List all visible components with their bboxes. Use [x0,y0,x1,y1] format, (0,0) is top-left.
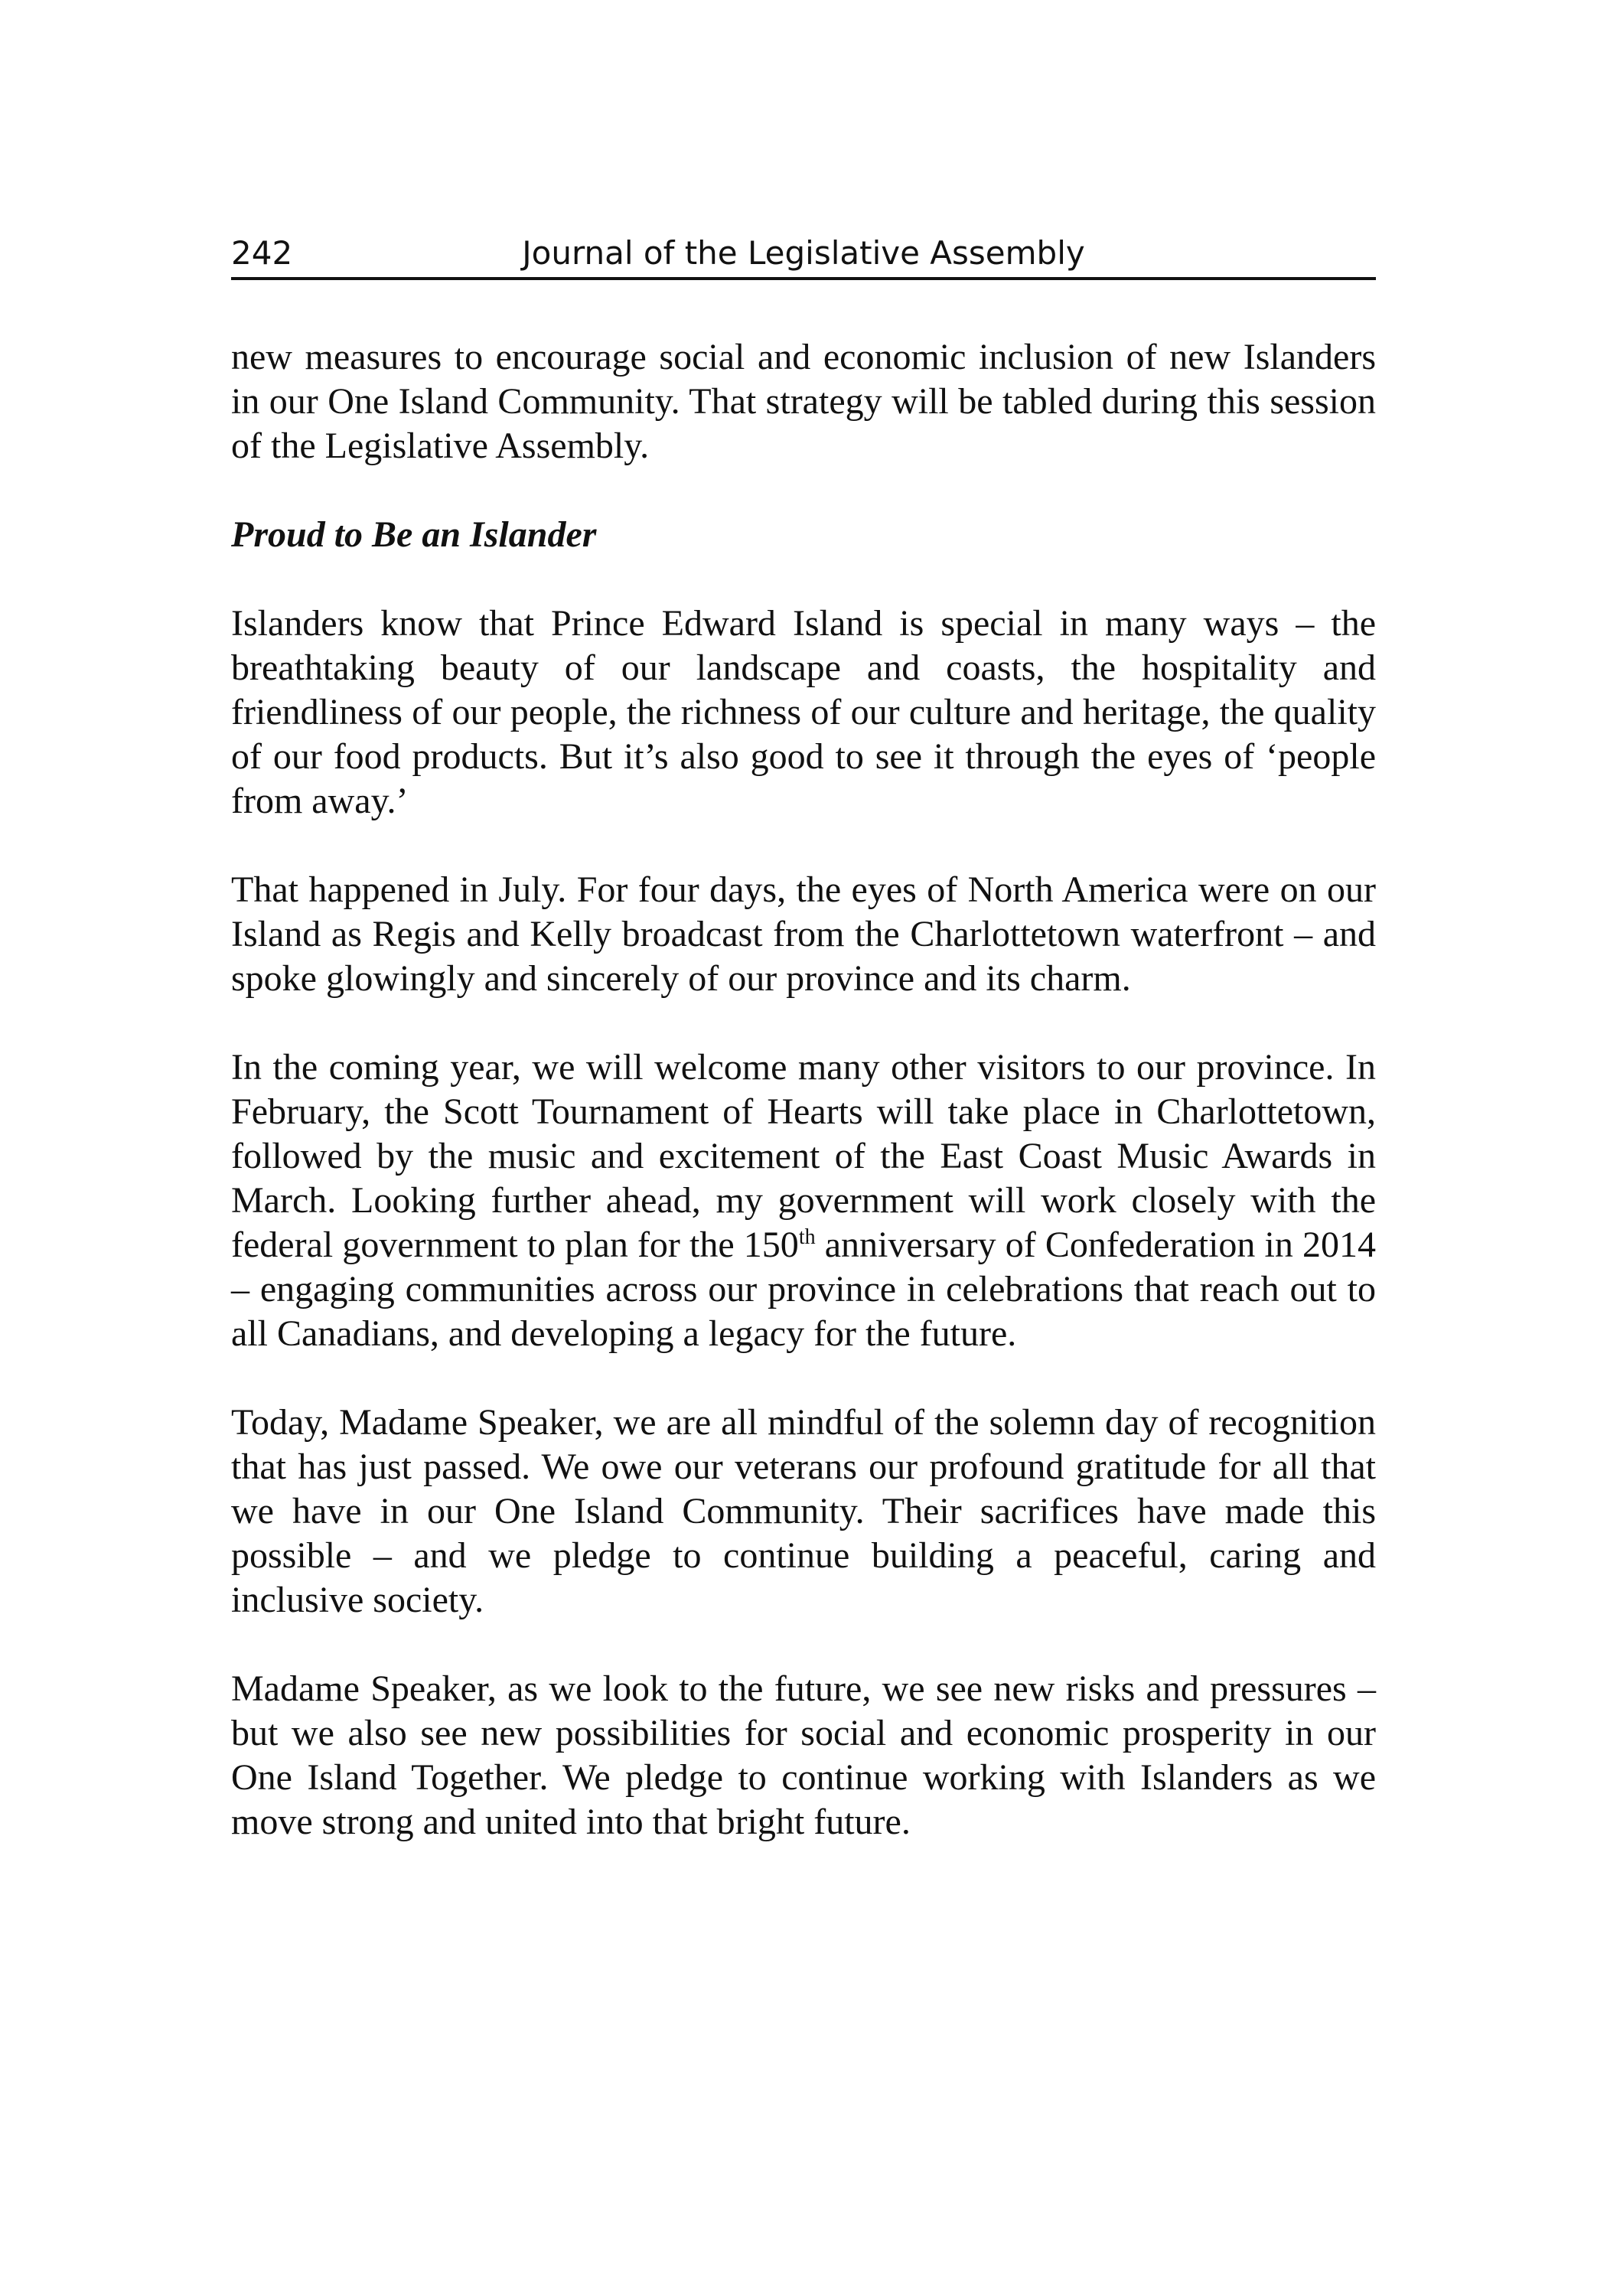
running-header [231,230,1376,280]
journal-title: Journal of the Legislative Assembly [522,234,1085,272]
paragraph-island-special: Islanders know that Prince Edward Island is special in many ways – the breathtaking beauty of our landscape and coasts, the hospitality and friendliness of our people, the richness of our culture and heritage, the quality of our food products. But it’s also good to see it through the eyes of ‘people from away.’ [231,603,1376,821]
coming-year-text-start: In the coming year, we will welcome many other visitors to our province. In February, the Scott Tournament of Hearts will take place in Charlottetown, followed by the music and excitement of the East Coast Music Awards in March. Looking further ahead, my government will work closely with the federal government to plan for the 150 [231,1047,1376,1265]
paragraph-veterans: Today, Madame Speaker, we are all mindful of the solemn day of recognition that has just passed. We owe our veterans our profound gratitude for all that we have in our One Island Community. Their sacrifices have made this possible – and we pledge to continue building a peaceful, caring and inclusive society. [231,1402,1376,1620]
paragraph-inclusion-strategy: new measures to encourage social and economic inclusion of new Islanders in our One Island Community. That strategy will be tabled during this session of the Legislative Assembly. [231,337,1376,466]
section-heading: Proud to Be an Islander [231,514,597,555]
ordinal-superscript: th [798,1225,816,1249]
paragraph-future: Madame Speaker, as we look to the future, we see new risks and pressures – but we also see new possibilities for social and economic prosperity in our One Island Together. We pledge to continue working with Islanders as we move strong and united into that bright future. [231,1668,1376,1842]
coming-year-text-end: anniversary of Confederation in 2014 – engaging communities across our province in celebrations that reach out to all Canadians, and developing a legacy for the future. [231,1225,1376,1354]
paragraph-coming-year [231,1045,1376,1356]
page-number: 242 [231,234,293,272]
paragraph-regis-kelly: That happened in July. For four days, the eyes of North America were on our Island as Regis and Kelly broadcast from the Charlottetown waterfront – and spoke glowingly and sincerely of our province and its charm. [231,869,1376,999]
document-body [231,335,1376,1889]
